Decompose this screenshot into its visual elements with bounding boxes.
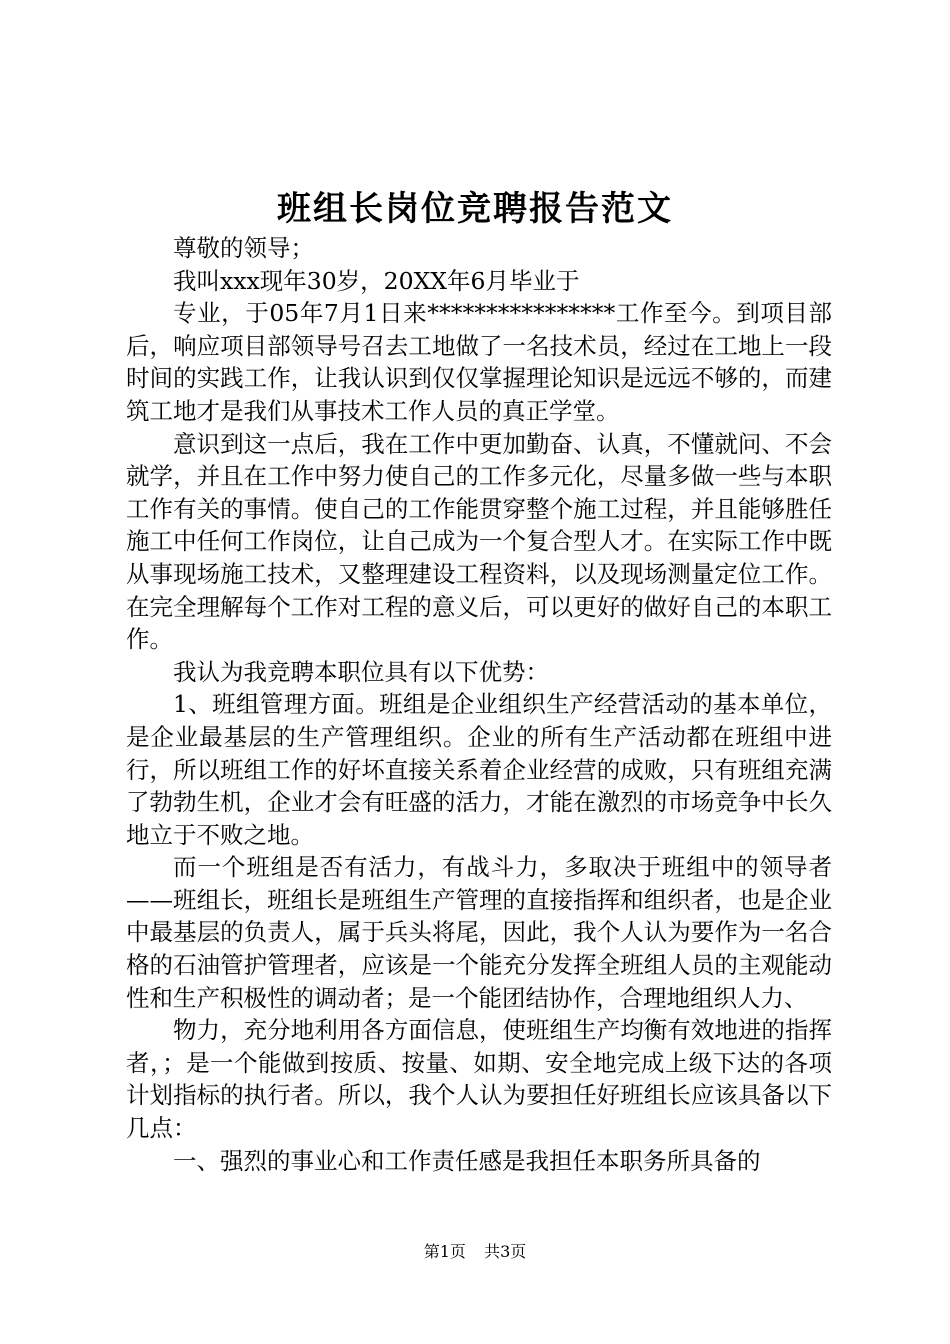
paragraph-team-management: 1、班组管理方面。班组是企业组织生产经营活动的基本单位，是企业最基层的生产管理组织。企业的所有生产活动都在班组中进行，所以班组工作的好坏直接关系着企业经营的成败，只有班组充满了勃勃生机，企业才会有旺盛的活力，才能在激烈的市场竞争中长久地立于不败之地。	[126, 690, 832, 849]
paragraph-advantages-intro: 我认为我竞聘本职位具有以下优势：	[173, 657, 549, 686]
paragraph-work-attitude: 意识到这一点后，我在工作中更加勤奋、认真，不懂就问、不会就学，并且在工作中努力使自己的工作多元化，尽量多做一些与本职工作有关的事情。使自己的工作能贯穿整个施工过程，并且能够胜任施工中任何工作岗位，让自己成为一个复合型人才。在实际工作中既从事现场施工技术，又整理建设工程资料，以及现场测量定位工作。在完全理解每个工作对工程的意义后，可以更好的做好自己的本职工作。	[126, 429, 832, 654]
page-footer	[0, 1240, 950, 1264]
paragraph-work-history: 专业，于05年7月1日来****************工作至今。到项目部后，响应项目部领导号召去工地做了一名技术员，经过在工地上一段时间的实践工作，让我认识到仅仅掌握理论知识是远远不够的，而建筑工地才是我们从事技术工作人员的真正学堂。	[126, 299, 832, 425]
page-number: 第1页	[423, 1242, 466, 1261]
paragraph-point-one: 一、强烈的事业心和工作责任感是我担任本职务所具备的	[173, 1146, 761, 1175]
paragraph-team-leader-role: 而一个班组是否有活力，有战斗力，多取决于班组中的领导者——班组长，班组长是班组生产管理的直接指挥和组织者，也是企业中最基层的负责人，属于兵头将尾，因此，我个人认为要作为一名合格的石油管护管理者，应该是一个能充分发挥全班组人员的主观能动性和生产积极性的调动者；是一个能团结协作，合理地组织人力、	[126, 853, 832, 1012]
document-body	[126, 232, 832, 1177]
page-total: 共3页	[484, 1242, 527, 1261]
paragraph-commander: 物力，充分地利用各方面信息，使班组生产均衡有效地进的指挥者，；是一个能做到按质、按量、如期、安全地完成上级下达的各项计划指标的执行者。所以，我个人认为要担任好班组长应该具备以下几点：	[126, 1016, 832, 1143]
document-title: 班组长岗位竞聘报告范文	[277, 189, 673, 229]
paragraph-salutation: 尊敬的领导；	[173, 234, 314, 262]
paragraph-introduction: 我叫xxx现年30岁，20XX年6月毕业于	[173, 266, 580, 295]
